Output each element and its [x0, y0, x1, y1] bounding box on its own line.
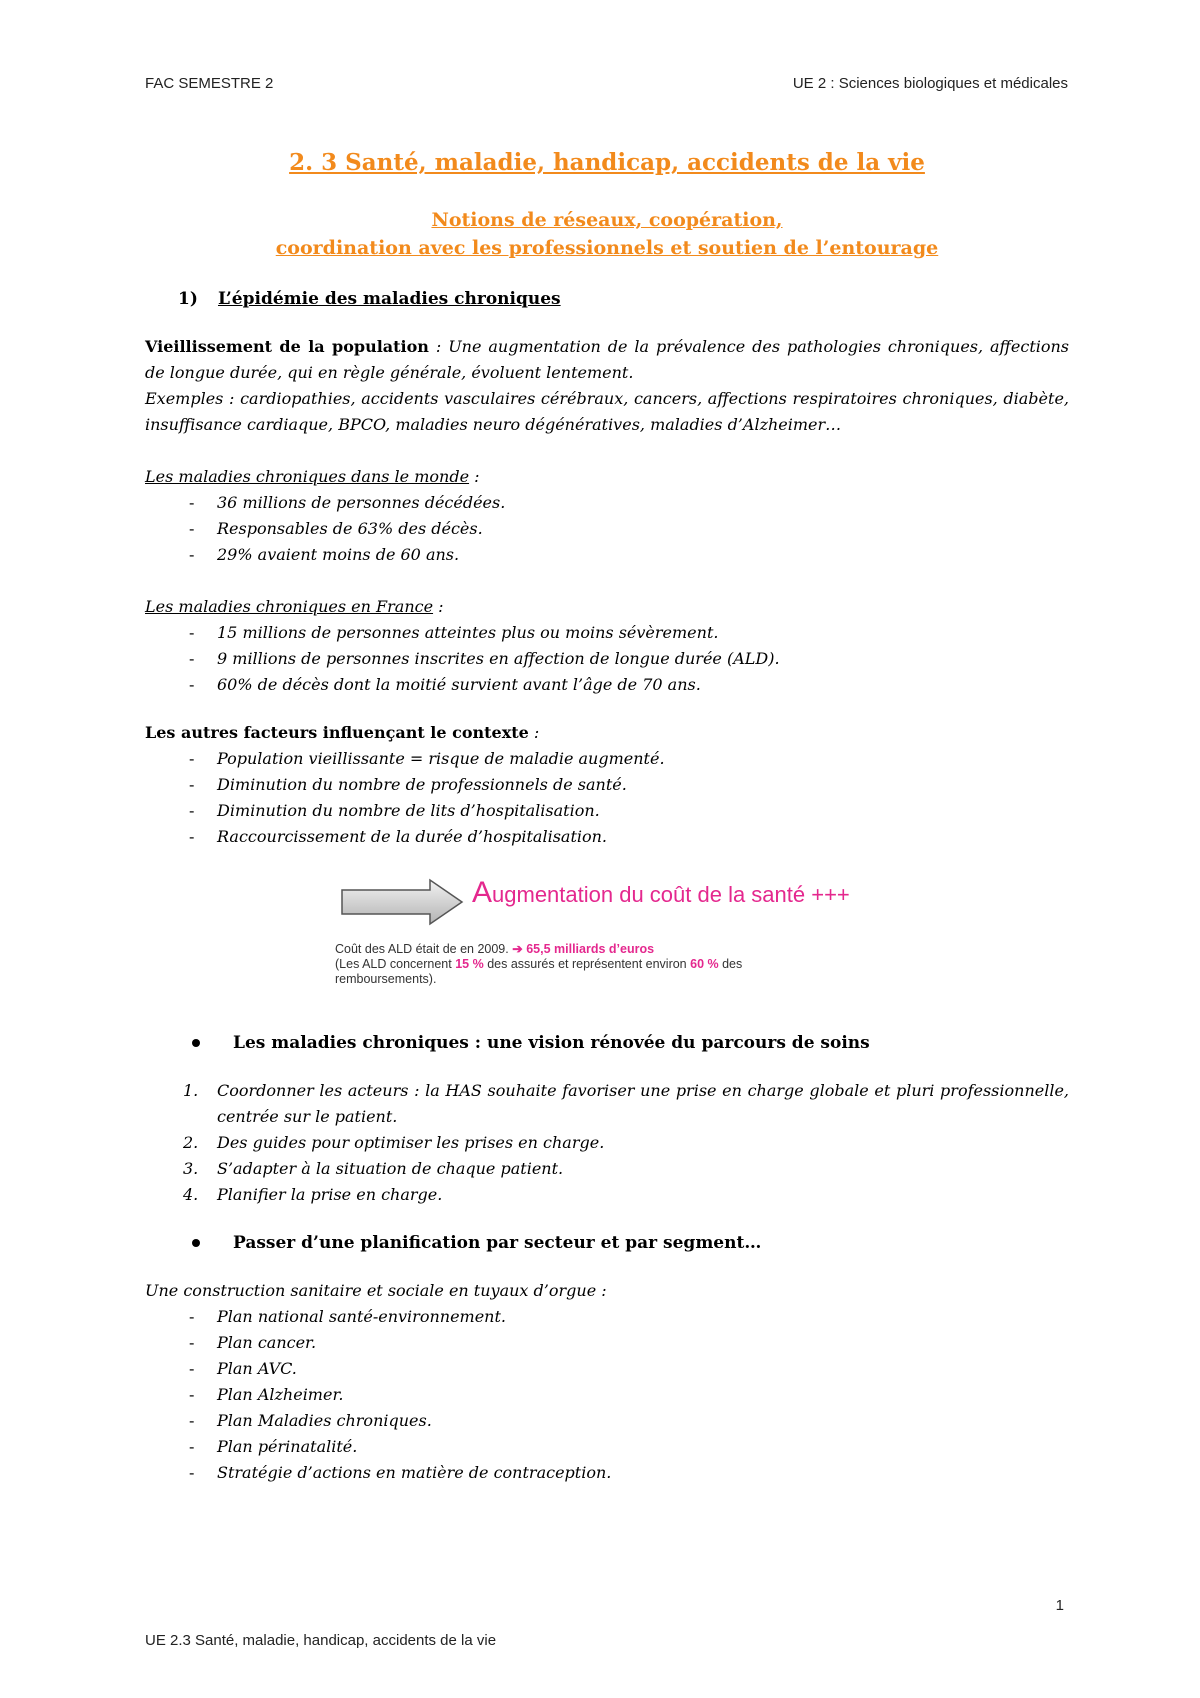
- vieillissement-label: Vieillissement de la population: [145, 337, 429, 356]
- vision-heading-text: Les maladies chroniques : une vision rénovée du parcours de soins: [233, 1033, 870, 1053]
- list-item: - Plan national santé-environnement.: [145, 1304, 1069, 1330]
- list-item: [145, 1156, 1069, 1182]
- list-item-number: 1.: [183, 1081, 199, 1100]
- cost-title-initial: A: [472, 876, 493, 909]
- cost-line-1: [335, 942, 835, 957]
- list-item: [145, 1078, 1069, 1130]
- list-item: - 60% de décès dont la moitié survient avant l’âge de 70 ans.: [145, 672, 1069, 698]
- header-left: FAC SEMESTRE 2: [145, 75, 274, 92]
- section-1-title: L’épidémie des maladies chroniques: [218, 289, 561, 309]
- list-item-number: 4.: [183, 1185, 199, 1204]
- list-item: - Stratégie d’actions en matière de contraception.: [145, 1460, 1069, 1486]
- list-item-text: Des guides pour optimiser les prises en charge.: [217, 1133, 605, 1152]
- monde-heading: [145, 464, 1069, 490]
- examples-paragraph: Exemples : cardiopathies, accidents vasculaires cérébraux, cancers, affections respiratoires chroniques, diabète, insuffisance cardiaque, BPCO, maladies neuro dégénératives, maladies d’Alzheimer…: [145, 389, 1069, 434]
- list-item: - 9 millions de personnes inscrites en affection de longue durée (ALD).: [145, 646, 1069, 672]
- section-1-number: 1): [178, 289, 198, 309]
- cost-note: [335, 942, 835, 987]
- cost-title: [472, 878, 850, 910]
- france-colon: :: [433, 597, 444, 616]
- monde-colon: :: [469, 467, 480, 486]
- facteurs-heading: [145, 720, 1069, 746]
- cost-prefix: Coût des ALD était de en 2009.: [335, 942, 509, 956]
- list-item: - Plan AVC.: [145, 1356, 1069, 1382]
- cost-line-3: remboursements).: [335, 972, 437, 986]
- facteurs-colon: :: [528, 723, 540, 742]
- list-item: - Responsables de 63% des décès.: [145, 516, 1069, 542]
- list-item: - Plan périnatalité.: [145, 1434, 1069, 1460]
- monde-list: [145, 490, 1069, 568]
- vision-heading: [145, 1030, 1069, 1056]
- cost-line-2: [335, 957, 835, 972]
- facteurs-heading-text: Les autres facteurs influençant le contexte: [145, 723, 529, 742]
- list-item: - 29% avaient moins de 60 ans.: [145, 542, 1069, 568]
- footer-left: UE 2.3 Santé, maladie, handicap, accidents de la vie: [145, 1632, 497, 1649]
- list-item: - Population vieillissante = risque de maladie augmenté.: [145, 746, 1069, 772]
- section-1-heading: [145, 286, 1069, 312]
- list-item: [145, 1182, 1069, 1208]
- subtitle-line-1: Notions de réseaux, coopération,: [431, 209, 783, 231]
- cost-note-3: des: [722, 957, 743, 971]
- cost-amount: 65,5 milliards d’euros: [526, 942, 655, 956]
- list-item: - Plan Alzheimer.: [145, 1382, 1069, 1408]
- vieillissement-paragraph: [145, 334, 1069, 386]
- vieillissement-text: Une augmentation de la prévalence des pathologies chroniques, affections de longue durée, qui en règle générale, évoluent lentement.: [145, 337, 1070, 382]
- list-item-text: Coordonner les acteurs : la HAS souhaite favoriser une prise en charge globale et pluri professionnelle, centrée sur le patient.: [217, 1081, 1069, 1126]
- vieillissement-sep: :: [428, 337, 449, 356]
- list-item: - 15 millions de personnes atteintes plus ou moins sévèrement.: [145, 620, 1069, 646]
- page-number: 1: [1055, 1597, 1064, 1614]
- arrow-right-icon: ➔: [512, 942, 523, 956]
- france-list: [145, 620, 1069, 698]
- document-body: [145, 148, 1069, 1486]
- list-item: - 36 millions de personnes décédées.: [145, 490, 1069, 516]
- france-heading: [145, 594, 1069, 620]
- cost-pct-1: 15 %: [455, 957, 484, 971]
- list-item: - Plan Maladies chroniques.: [145, 1408, 1069, 1434]
- document-subtitle: [145, 206, 1069, 262]
- cost-pct-2: 60 %: [690, 957, 719, 971]
- list-item: - Diminution du nombre de lits d’hospitalisation.: [145, 798, 1069, 824]
- right-arrow-icon: [340, 878, 465, 926]
- vision-list: [145, 1078, 1069, 1208]
- cost-note-1: (Les ALD concernent: [335, 957, 452, 971]
- facteurs-list: [145, 746, 1069, 850]
- document-title: 2. 3 Santé, maladie, handicap, accidents de la vie: [289, 149, 925, 176]
- header-right: UE 2 : Sciences biologiques et médicales: [792, 75, 1068, 92]
- france-heading-text: Les maladies chroniques en France: [145, 597, 434, 616]
- cost-note-2: des assurés et représentent environ: [487, 957, 687, 971]
- cost-title-rest: ugmentation du coût de la santé +++: [492, 882, 850, 907]
- list-item-number: 2.: [183, 1133, 199, 1152]
- planification-heading: [145, 1230, 1069, 1256]
- list-item: [145, 1130, 1069, 1156]
- bullet-icon: [192, 1239, 200, 1247]
- list-item-number: 3.: [183, 1159, 199, 1178]
- planification-list: [145, 1304, 1069, 1486]
- cost-graphic: [145, 860, 1069, 1020]
- planification-intro: Une construction sanitaire et sociale en tuyaux d’orgue :: [145, 1281, 607, 1300]
- list-item: - Diminution du nombre de professionnels de santé.: [145, 772, 1069, 798]
- planification-heading-text: Passer d’une planification par secteur et par segment…: [233, 1233, 762, 1253]
- monde-heading-text: Les maladies chroniques dans le monde: [145, 467, 470, 486]
- list-item: - Raccourcissement de la durée d’hospitalisation.: [145, 824, 1069, 850]
- list-item-text: Planifier la prise en charge.: [217, 1185, 443, 1204]
- subtitle-line-2: coordination avec les professionnels et soutien de l’entourage: [275, 237, 939, 259]
- list-item-text: S’adapter à la situation de chaque patient.: [217, 1159, 564, 1178]
- bullet-icon: [192, 1039, 200, 1047]
- list-item: - Plan cancer.: [145, 1330, 1069, 1356]
